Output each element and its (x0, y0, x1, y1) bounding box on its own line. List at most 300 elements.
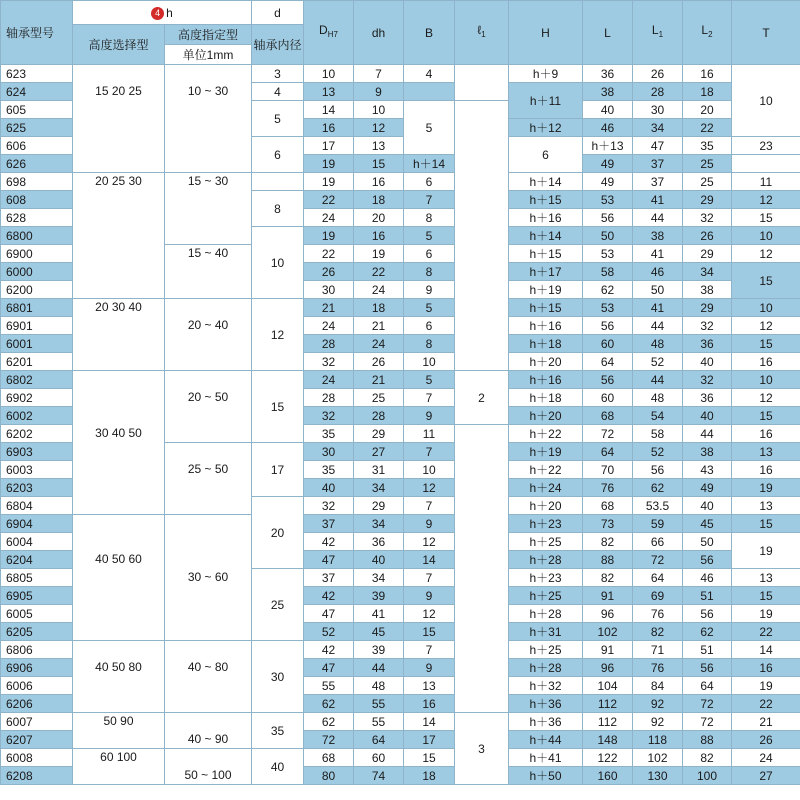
group-cell-hspec: 30 ~ 60 (165, 515, 252, 641)
cell-dh: 22 (354, 263, 404, 281)
cell-L2: 20 (683, 101, 732, 119)
cell-model: 623 (1, 65, 73, 83)
cell-B: 6 (404, 173, 455, 191)
table-row (1, 65, 800, 83)
cell-H: h＋12 (509, 119, 583, 137)
cell-L: 68 (583, 407, 633, 425)
cell-B: 7 (404, 191, 455, 209)
cell-D: 30 (304, 281, 354, 299)
cell-dh: 20 (354, 209, 404, 227)
cell-L2: 32 (683, 317, 732, 335)
cell-model: 6905 (1, 587, 73, 605)
cell-T: 16 (732, 659, 800, 677)
cell-B: 5 (404, 299, 455, 317)
cell-D: 47 (304, 659, 354, 677)
cell-dh: 29 (354, 497, 404, 515)
cell-model: 6000 (1, 263, 73, 281)
cell-model: 6001 (1, 335, 73, 353)
group-cell-hsel: 20 30 40 (73, 299, 165, 371)
cell-B: 6 (509, 137, 583, 173)
cell-D: 16 (304, 119, 354, 137)
cell-L1: 58 (633, 425, 683, 443)
cell-D: 19 (304, 155, 354, 173)
cell-L1: 54 (633, 407, 683, 425)
cell-D: 26 (304, 263, 354, 281)
cell-H: h＋9 (509, 65, 583, 83)
cell-T: 13 (732, 443, 800, 461)
cell-H: h＋44 (509, 731, 583, 749)
cell-H: h＋23 (509, 515, 583, 533)
header-L1: $L_1$ (633, 1, 683, 65)
cell-model: 606 (1, 137, 73, 155)
cell-dh: 31 (354, 461, 404, 479)
cell-B: 17 (404, 731, 455, 749)
cell-H: h＋18 (509, 335, 583, 353)
group-cell-hsel: 40 50 80 (73, 641, 165, 713)
table-row (1, 173, 800, 191)
cell-L1: 84 (633, 677, 683, 695)
cell-L: 96 (583, 659, 633, 677)
cell-B: 14 (404, 551, 455, 569)
group-cell-hsel: 60 100 (73, 749, 165, 785)
cell-model: 6904 (1, 515, 73, 533)
group-cell-l1: 3 (455, 713, 509, 785)
cell-H: h＋15 (509, 245, 583, 263)
cell-T: 14 (732, 641, 800, 659)
cell-model: 6005 (1, 605, 73, 623)
cell-L: 46 (583, 119, 633, 137)
cell-H: h＋50 (509, 767, 583, 785)
cell-H: h＋36 (509, 713, 583, 731)
header-model: 轴承型号 (1, 1, 73, 65)
cell-L1: 44 (633, 371, 683, 389)
badge-icon: 4 (151, 7, 164, 20)
group-cell-d: 25 (252, 569, 304, 641)
cell-model: 6206 (1, 695, 73, 713)
cell-B: 13 (404, 677, 455, 695)
cell-L1: 30 (633, 101, 683, 119)
group-cell-d: 12 (252, 299, 304, 371)
cell-T: 19 (732, 677, 800, 695)
cell-B: 8 (404, 263, 455, 281)
cell-dh: 74 (354, 767, 404, 785)
cell-dh: 26 (354, 353, 404, 371)
cell-L: 112 (583, 695, 633, 713)
cell-L: 49 (583, 155, 633, 173)
cell-dh: 36 (354, 533, 404, 551)
cell-dh: 16 (354, 173, 404, 191)
cell-L1: 48 (633, 335, 683, 353)
cell-L2: 16 (683, 65, 732, 83)
cell-D: 47 (304, 551, 354, 569)
header-height-spec: 高度指定型 (165, 25, 252, 45)
cell-T: 10 (732, 227, 800, 245)
cell-L1: 76 (633, 605, 683, 623)
cell-H: h＋18 (509, 389, 583, 407)
cell-B: 9 (404, 659, 455, 677)
cell-dh: 55 (354, 695, 404, 713)
cell-L: 82 (583, 533, 633, 551)
cell-D: 21 (304, 299, 354, 317)
cell-D: 19 (304, 173, 354, 191)
cell-dh: 27 (354, 443, 404, 461)
cell-D: 72 (304, 731, 354, 749)
cell-H: h＋15 (509, 299, 583, 317)
cell-D: 28 (304, 389, 354, 407)
cell-H: h＋20 (509, 497, 583, 515)
cell-L: 60 (583, 335, 633, 353)
cell-H: h＋15 (509, 191, 583, 209)
cell-H: h＋41 (509, 749, 583, 767)
cell-D: 30 (304, 443, 354, 461)
cell-L: 104 (583, 677, 633, 695)
cell-H: h＋32 (509, 677, 583, 695)
cell-dh: 34 (354, 515, 404, 533)
cell-L1: 64 (633, 569, 683, 587)
cell-D: 14 (304, 101, 354, 119)
cell-dh: 13 (354, 137, 404, 155)
header-L: L (583, 1, 633, 65)
cell-L: 49 (583, 173, 633, 191)
group-cell-hspec: 40 ~ 90 (165, 713, 252, 749)
cell-L: 82 (583, 569, 633, 587)
cell-dh: 7 (354, 65, 404, 83)
cell-L1: 66 (633, 533, 683, 551)
header-L2: $L_2$ (683, 1, 732, 65)
cell-T: 16 (732, 461, 800, 479)
cell-L: 72 (583, 425, 633, 443)
cell-H: h＋17 (509, 263, 583, 281)
header-D: $D_{H7}$ (304, 1, 354, 65)
cell-H: h＋19 (509, 281, 583, 299)
cell-L2: 34 (683, 263, 732, 281)
cell-H: h＋28 (509, 551, 583, 569)
cell-T: 12 (732, 317, 800, 335)
cell-H: h＋36 (509, 695, 583, 713)
group-cell-l1 (455, 65, 509, 101)
cell-B: 12 (404, 605, 455, 623)
cell-T: 10 (732, 299, 800, 317)
cell-H: h＋11 (509, 83, 583, 119)
cell-L1: 46 (633, 263, 683, 281)
cell-dh: 16 (354, 227, 404, 245)
cell-B: 9 (404, 587, 455, 605)
cell-L: 73 (583, 515, 633, 533)
cell-L1: 35 (683, 137, 732, 155)
group-cell-hspec: 50 ~ 100 (165, 749, 252, 785)
cell-T: 15 (732, 515, 800, 533)
cell-L1: 92 (633, 695, 683, 713)
cell-L1: 41 (633, 245, 683, 263)
cell-dh: 29 (354, 425, 404, 443)
cell-D: 52 (304, 623, 354, 641)
cell-L1: 37 (633, 173, 683, 191)
cell-L2: 38 (683, 443, 732, 461)
cell-T: 21 (732, 713, 800, 731)
cell-L2: 36 (683, 389, 732, 407)
cell-D: 10 (304, 65, 354, 83)
cell-B: 9 (404, 407, 455, 425)
cell-L2: 22 (683, 119, 732, 137)
group-cell-hsel: 50 90 (73, 713, 165, 749)
cell-dh: 48 (354, 677, 404, 695)
cell-T: 24 (732, 749, 800, 767)
cell-dh: 21 (354, 317, 404, 335)
cell-B: 15 (404, 623, 455, 641)
cell-L1: 50 (633, 281, 683, 299)
cell-T: 12 (732, 191, 800, 209)
cell-model: 624 (1, 83, 73, 101)
cell-T: 10 (732, 371, 800, 389)
cell-L: 112 (583, 713, 633, 731)
cell-model: 6903 (1, 443, 73, 461)
header-T: T (732, 1, 800, 65)
cell-model: 6208 (1, 767, 73, 785)
cell-model: 6008 (1, 749, 73, 767)
cell-L1: 44 (633, 209, 683, 227)
cell-D: 19 (304, 227, 354, 245)
cell-B: 6 (404, 317, 455, 335)
cell-L2: 56 (683, 659, 732, 677)
cell-L: 91 (583, 641, 633, 659)
header-B: B (404, 1, 455, 65)
cell-dh: 24 (354, 281, 404, 299)
cell-B: 5 (404, 371, 455, 389)
cell-L1: 130 (633, 767, 683, 785)
cell-L2: 64 (683, 677, 732, 695)
cell-T: 22 (732, 695, 800, 713)
cell-L1: 41 (633, 299, 683, 317)
group-cell-d: 10 (252, 227, 304, 299)
cell-B: 5 (404, 227, 455, 245)
cell-B: 16 (404, 695, 455, 713)
group-cell-hspec: 10 ~ 30 (165, 65, 252, 173)
cell-H: h＋25 (509, 641, 583, 659)
cell-L: 96 (583, 605, 633, 623)
cell-model: 608 (1, 191, 73, 209)
group-cell-l1 (455, 101, 509, 371)
cell-model: 6802 (1, 371, 73, 389)
cell-L1: 52 (633, 353, 683, 371)
cell-L: 60 (583, 389, 633, 407)
cell-T: 15 (732, 335, 800, 353)
cell-L1: 48 (633, 389, 683, 407)
cell-dh: 9 (354, 83, 404, 101)
cell-D: 24 (304, 371, 354, 389)
cell-B: 12 (404, 479, 455, 497)
header-d-desc: 轴承内径 (252, 25, 304, 65)
cell-model: 6204 (1, 551, 73, 569)
cell-H: h＋14 (509, 227, 583, 245)
table-row (1, 641, 800, 659)
cell-L2: 38 (683, 281, 732, 299)
group-cell-hsel: 40 50 60 (73, 515, 165, 641)
cell-D: 40 (304, 479, 354, 497)
group-cell-d: 3 (252, 65, 304, 83)
cell-B: 8 (404, 335, 455, 353)
group-cell-hspec: 25 ~ 50 (165, 443, 252, 515)
cell-B: 6 (404, 245, 455, 263)
table-row (1, 371, 800, 389)
group-cell-d: 20 (252, 497, 304, 569)
cell-B: 9 (404, 281, 455, 299)
cell-dh: 10 (354, 101, 404, 119)
cell-D: 32 (304, 353, 354, 371)
cell-H: h＋13 (583, 137, 633, 155)
cell-L1: 34 (633, 119, 683, 137)
group-cell-d: 6 (252, 137, 304, 173)
cell-L: 68 (583, 497, 633, 515)
table-row (1, 515, 800, 533)
cell-T: 15 (732, 263, 800, 299)
cell-T: 15 (732, 407, 800, 425)
cell-L2: 26 (683, 227, 732, 245)
group-cell-d: 4 (252, 83, 304, 101)
cell-H: h＋22 (509, 425, 583, 443)
cell-dh: 64 (354, 731, 404, 749)
cell-L: 160 (583, 767, 633, 785)
cell-L2: 40 (683, 497, 732, 515)
cell-dh: 28 (354, 407, 404, 425)
header-height-select: 高度选择型 (73, 25, 165, 65)
cell-L1: 28 (633, 83, 683, 101)
cell-L1: 44 (633, 317, 683, 335)
table-row (1, 299, 800, 317)
group-cell-d: 17 (252, 443, 304, 497)
cell-B: 15 (404, 749, 455, 767)
cell-L1: 53.5 (633, 497, 683, 515)
cell-H: h＋14 (509, 173, 583, 191)
cell-D: 55 (304, 677, 354, 695)
cell-D: 42 (304, 587, 354, 605)
cell-L2: 23 (732, 137, 800, 155)
cell-dh: 40 (354, 551, 404, 569)
cell-dh: 34 (354, 569, 404, 587)
cell-model: 628 (1, 209, 73, 227)
cell-D: 35 (304, 461, 354, 479)
cell-D: 22 (304, 245, 354, 263)
cell-dh: 25 (354, 389, 404, 407)
cell-L: 76 (583, 479, 633, 497)
group-cell-d: 35 (252, 713, 304, 749)
cell-L: 38 (583, 83, 633, 101)
cell-H: h＋16 (509, 317, 583, 335)
cell-L1: 38 (633, 227, 683, 245)
cell-model: 698 (1, 173, 73, 191)
cell-dh: 34 (354, 479, 404, 497)
cell-model: 6207 (1, 731, 73, 749)
group-cell-hsel: 20 25 30 (73, 173, 165, 299)
header-dh: dh (354, 1, 404, 65)
cell-B: 8 (404, 209, 455, 227)
group-cell-d: 40 (252, 749, 304, 785)
cell-D: 37 (304, 515, 354, 533)
cell-dh: 44 (354, 659, 404, 677)
table-row (1, 713, 800, 731)
group-cell-d: 15 (252, 371, 304, 443)
cell-L: 56 (583, 317, 633, 335)
cell-L1: 118 (633, 731, 683, 749)
group-cell-l1 (455, 425, 509, 713)
cell-T: 12 (732, 389, 800, 407)
cell-L2: 56 (683, 551, 732, 569)
cell-dh: 19 (354, 245, 404, 263)
group-cell-hspec: 15 ~ 30 (165, 173, 252, 245)
cell-L: 50 (583, 227, 633, 245)
cell-D: 24 (304, 317, 354, 335)
cell-L2: 40 (683, 353, 732, 371)
cell-L: 64 (583, 353, 633, 371)
cell-L2: 49 (683, 479, 732, 497)
cell-L: 53 (583, 299, 633, 317)
cell-D: 62 (304, 713, 354, 731)
cell-H: h＋25 (509, 587, 583, 605)
group-cell-d: 30 (252, 641, 304, 713)
cell-D: 68 (304, 749, 354, 767)
cell-H: h＋16 (509, 209, 583, 227)
cell-B: 11 (404, 425, 455, 443)
cell-D: 22 (304, 191, 354, 209)
cell-L: 40 (583, 101, 633, 119)
cell-T: 22 (732, 623, 800, 641)
cell-dh: 15 (354, 155, 404, 173)
cell-L2: 56 (683, 605, 732, 623)
header-l1: ℓ$_1$ (455, 1, 509, 65)
cell-model: 625 (1, 119, 73, 137)
cell-L2: 25 (683, 173, 732, 191)
cell-B: 12 (404, 533, 455, 551)
cell-T: 15 (732, 587, 800, 605)
cell-B: 7 (404, 569, 455, 587)
group-cell-hspec: 40 ~ 80 (165, 641, 252, 713)
cell-D: 17 (304, 137, 354, 155)
cell-dh: 39 (354, 641, 404, 659)
cell-L1: 82 (633, 623, 683, 641)
cell-model: 6804 (1, 497, 73, 515)
cell-D: 35 (304, 425, 354, 443)
cell-D: 24 (304, 209, 354, 227)
cell-T: 13 (732, 497, 800, 515)
cell-model: 6006 (1, 677, 73, 695)
cell-L: 91 (583, 587, 633, 605)
cell-D: 42 (304, 641, 354, 659)
cell-H: h＋24 (509, 479, 583, 497)
cell-L2: 29 (683, 191, 732, 209)
cell-dh: 24 (354, 335, 404, 353)
cell-model: 6200 (1, 281, 73, 299)
cell-model: 6203 (1, 479, 73, 497)
cell-model: 6902 (1, 389, 73, 407)
group-cell-d: 5 (252, 101, 304, 137)
cell-dh: 18 (354, 299, 404, 317)
cell-B: 7 (404, 497, 455, 515)
cell-D: 13 (304, 83, 354, 101)
cell-L1: 69 (633, 587, 683, 605)
cell-B: 7 (404, 443, 455, 461)
cell-model: 626 (1, 155, 73, 173)
cell-D: 47 (304, 605, 354, 623)
cell-L: 102 (583, 623, 633, 641)
cell-L2: 29 (683, 245, 732, 263)
cell-L2: 51 (683, 641, 732, 659)
group-cell-d (252, 173, 304, 191)
cell-model: 6900 (1, 245, 73, 263)
cell-T: 10 (732, 65, 800, 137)
group-cell-hspec: 20 ~ 40 (165, 299, 252, 371)
cell-T: 15 (732, 209, 800, 227)
cell-dh: 18 (354, 191, 404, 209)
cell-model: 6805 (1, 569, 73, 587)
